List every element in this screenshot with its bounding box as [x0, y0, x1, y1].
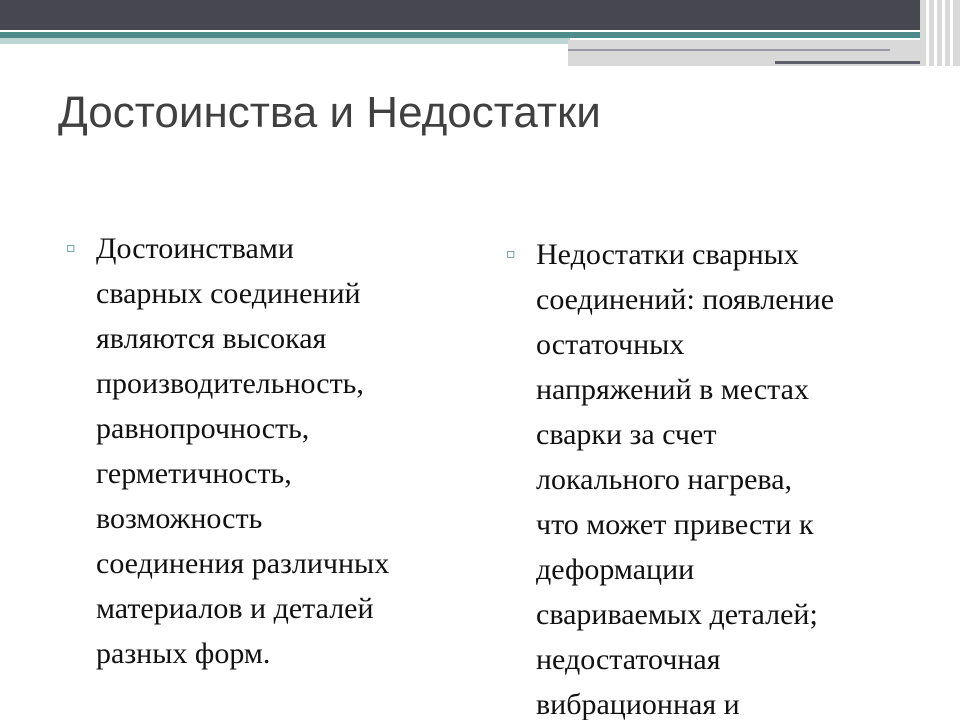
text-line: локального нагрева,: [536, 463, 793, 496]
text-line: вибрационная и: [536, 688, 740, 720]
advantages-text: [96, 226, 446, 676]
text-line: соединений: появление: [536, 283, 835, 316]
text-line: напряжений в местах: [536, 373, 809, 406]
text-line: остаточных: [536, 328, 685, 361]
text-line: являются высокая: [96, 322, 327, 355]
advantages-bullet: [66, 226, 446, 676]
text-line: деформации: [536, 553, 695, 586]
decoration-line: [568, 49, 890, 51]
slide-title: Достоинства и Недостатки: [58, 88, 601, 137]
text-line: свариваемых деталей;: [536, 598, 818, 631]
disadvantages-text: [536, 232, 916, 720]
bullet-icon: ▫: [506, 246, 516, 262]
text-line: разных форм.: [96, 637, 271, 670]
text-line: соединения различных: [96, 547, 390, 580]
text-line: равнопрочность,: [96, 412, 310, 445]
text-line: Недостатки сварных: [536, 238, 799, 271]
header-decoration-bar: [0, 0, 960, 30]
text-line: сварки за счет: [536, 418, 717, 451]
disadvantages-bullet: [506, 232, 916, 720]
decoration-line: [775, 61, 943, 64]
text-line: материалов и деталей: [96, 592, 374, 625]
text-line: герметичность,: [96, 457, 292, 490]
text-line: производительность,: [96, 367, 364, 400]
text-line: что может привести к: [536, 508, 814, 541]
text-line: недостаточная: [536, 643, 721, 676]
text-line: Достоинствами: [96, 232, 294, 265]
accent-line-light: [0, 38, 570, 44]
corner-stripes-decoration: [920, 0, 960, 66]
text-line: сварных соединений: [96, 277, 361, 310]
bullet-icon: ▫: [66, 240, 76, 256]
text-line: возможность: [96, 502, 263, 535]
